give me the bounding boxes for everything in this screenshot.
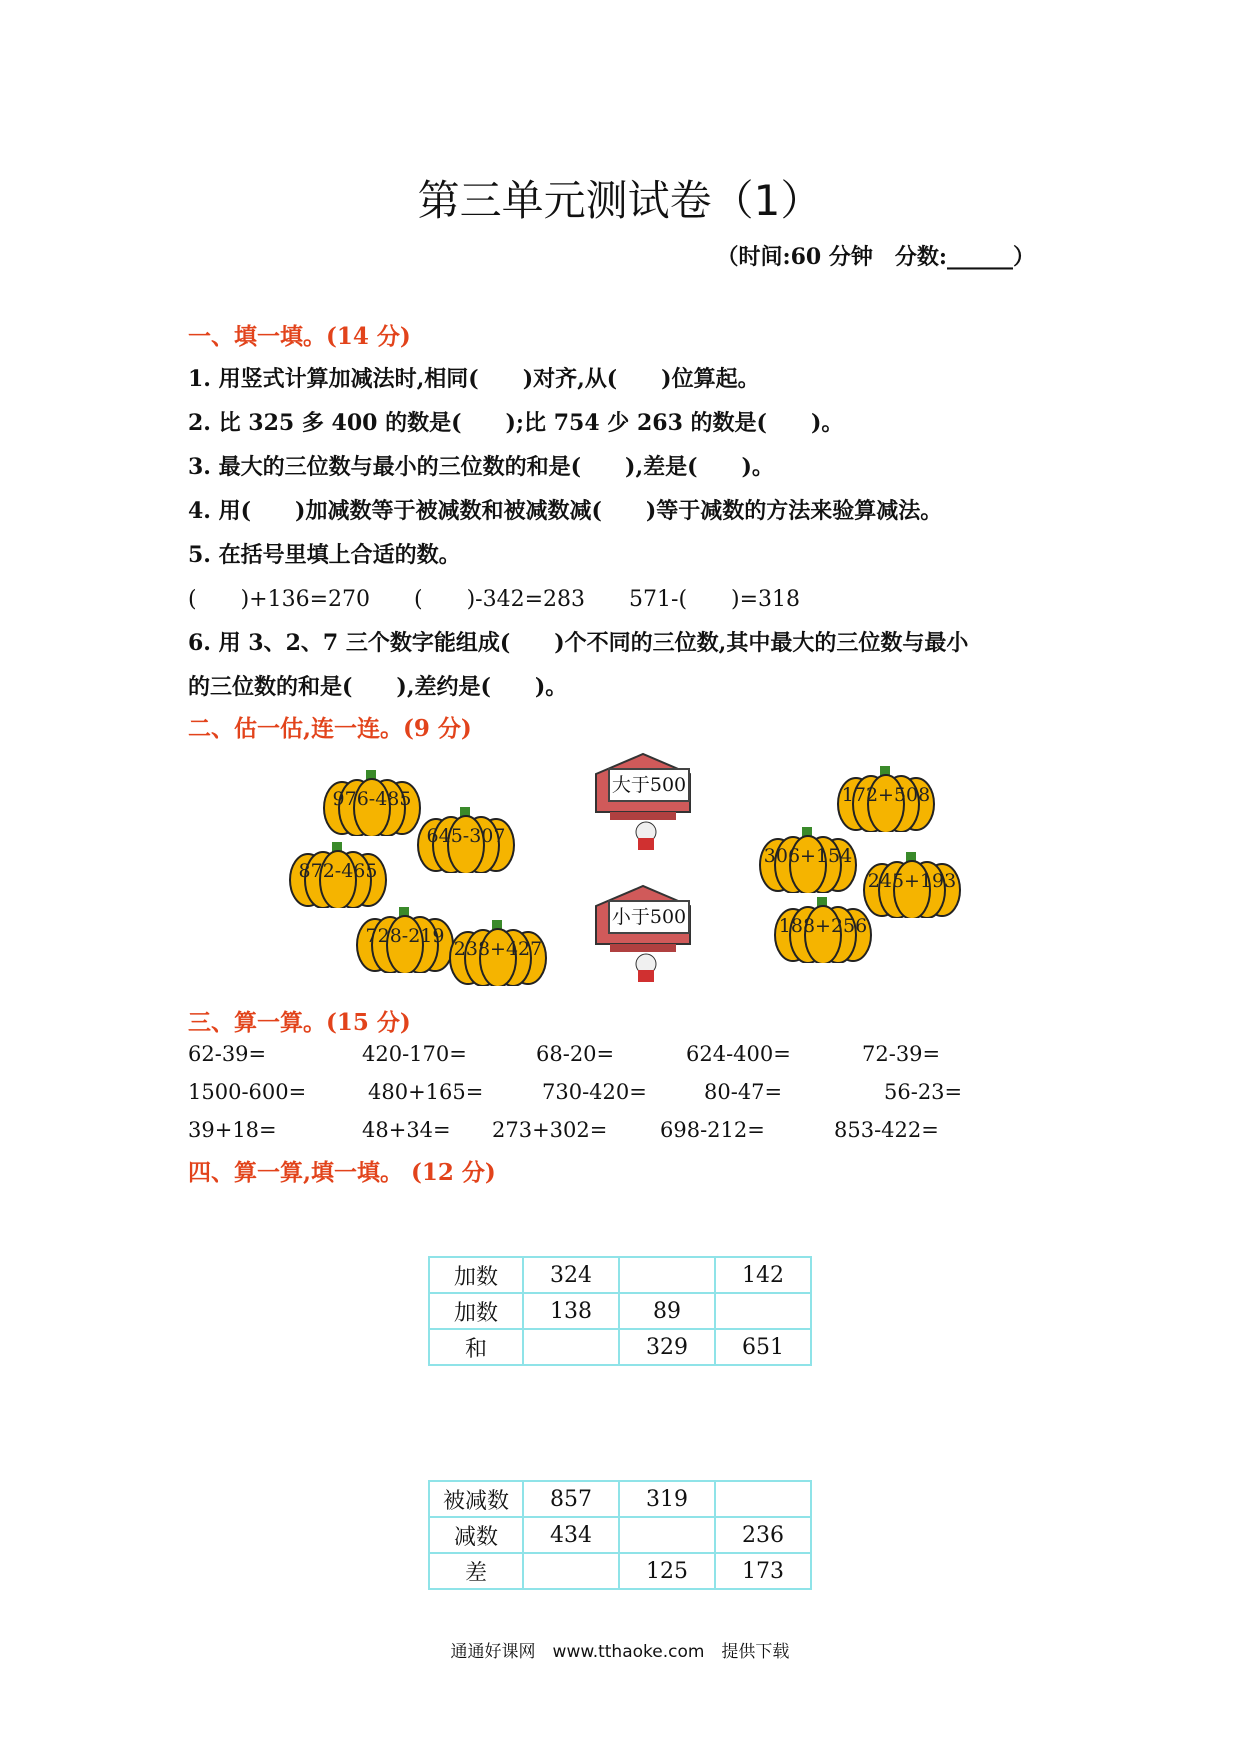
calc-item: 624-400=	[686, 1042, 791, 1066]
question-5-blanks: ( )+136=270 ( )-342=283 571-( )=318	[188, 587, 801, 612]
pumpkin-expression: 728-219	[365, 925, 445, 947]
pumpkin	[416, 805, 516, 873]
addition-table	[428, 1256, 812, 1366]
table-cell: 236	[715, 1517, 811, 1553]
calc-item: 48+34=	[362, 1118, 451, 1142]
row-header: 加数	[429, 1257, 523, 1293]
row-header: 被减数	[429, 1481, 523, 1517]
row-header: 差	[429, 1553, 523, 1589]
pumpkin-expression: 188+256	[778, 915, 868, 937]
calc-item: 420-170=	[362, 1042, 467, 1066]
pumpkin-expression: 645-307	[426, 825, 506, 847]
row-header: 加数	[429, 1293, 523, 1329]
table-cell: 324	[523, 1257, 619, 1293]
house-sign: 小于500	[608, 900, 690, 934]
table-row	[429, 1257, 811, 1293]
pumpkin	[448, 918, 548, 986]
calc-item: 853-422=	[834, 1118, 939, 1142]
pumpkin-expression: 872-465	[298, 860, 378, 882]
table-row	[429, 1481, 811, 1517]
pumpkin	[322, 768, 422, 836]
table-row	[429, 1293, 811, 1329]
table-row	[429, 1329, 811, 1365]
question-6: 6. 用 3、2、7 三个数字能组成( )个不同的三位数,其中最大的三位数与最小	[188, 630, 969, 656]
table-cell: 329	[619, 1329, 715, 1365]
table-cell: 89	[619, 1293, 715, 1329]
pumpkin	[773, 895, 873, 963]
time-score-line: （时间:60 分钟 分数:______）	[716, 244, 1035, 270]
house-cat-icon	[588, 884, 698, 984]
table-cell[interactable]	[715, 1293, 811, 1329]
table-cell: 857	[523, 1481, 619, 1517]
house-greater-than-500	[588, 752, 698, 852]
calc-item: 698-212=	[660, 1118, 765, 1142]
section-4-heading: 四、算一算,填一填。 (12 分)	[188, 1159, 496, 1186]
calc-item: 56-23=	[884, 1080, 963, 1104]
table-cell: 173	[715, 1553, 811, 1589]
table-cell: 138	[523, 1293, 619, 1329]
pumpkin	[862, 850, 962, 918]
calc-item: 68-20=	[536, 1042, 615, 1066]
calc-item: 480+165=	[368, 1080, 484, 1104]
pumpkin-expression: 976-485	[332, 788, 412, 810]
question-3: 3. 最大的三位数与最小的三位数的和是( ),差是( )。	[188, 454, 774, 480]
table-row	[429, 1553, 811, 1589]
table-cell: 434	[523, 1517, 619, 1553]
question-1: 1. 用竖式计算加减法时,相同( )对齐,从( )位算起。	[188, 366, 760, 392]
table-cell[interactable]	[619, 1257, 715, 1293]
table-cell: 142	[715, 1257, 811, 1293]
pumpkin-expression: 238+427	[453, 938, 543, 960]
calc-item: 62-39=	[188, 1042, 267, 1066]
question-2: 2. 比 325 多 400 的数是( );比 754 少 263 的数是( )。	[188, 410, 844, 436]
table-cell[interactable]	[523, 1329, 619, 1365]
table-cell[interactable]	[619, 1517, 715, 1553]
section-1-heading: 一、填一填。(14 分)	[188, 323, 411, 350]
calc-item: 1500-600=	[188, 1080, 307, 1104]
table-cell: 319	[619, 1481, 715, 1517]
calc-item: 730-420=	[542, 1080, 647, 1104]
table-row	[429, 1517, 811, 1553]
pumpkin-expression: 172+508	[841, 784, 931, 806]
pumpkin	[758, 825, 858, 893]
calc-item: 39+18=	[188, 1118, 277, 1142]
page-title: 第三单元测试卷（1）	[417, 176, 823, 225]
calc-item: 273+302=	[492, 1118, 608, 1142]
pumpkin	[288, 840, 388, 908]
pumpkin	[836, 764, 936, 832]
table-cell[interactable]	[523, 1553, 619, 1589]
question-5: 5. 在括号里填上合适的数。	[188, 542, 461, 568]
footer-source: 通通好课网 www.tthaoke.com 提供下载	[450, 1642, 790, 1662]
table-cell: 125	[619, 1553, 715, 1589]
subtraction-table	[428, 1480, 812, 1590]
question-4: 4. 用( )加减数等于被减数和被减数减( )等于减数的方法来验算减法。	[188, 498, 943, 524]
house-cat-icon	[588, 752, 698, 852]
calc-item: 80-47=	[704, 1080, 783, 1104]
section-3-heading: 三、算一算。(15 分)	[188, 1009, 411, 1036]
table-cell[interactable]	[715, 1481, 811, 1517]
section-2-heading: 二、估一估,连一连。(9 分)	[188, 715, 472, 742]
row-header: 减数	[429, 1517, 523, 1553]
row-header: 和	[429, 1329, 523, 1365]
calc-item: 72-39=	[862, 1042, 941, 1066]
pumpkin	[355, 905, 455, 973]
house-less-than-500	[588, 884, 698, 984]
pumpkin-expression: 245+193	[867, 870, 957, 892]
pumpkin-expression: 306+154	[763, 845, 853, 867]
house-sign: 大于500	[608, 768, 690, 802]
question-6-cont: 的三位数的和是( ),差约是( )。	[188, 674, 568, 700]
table-cell: 651	[715, 1329, 811, 1365]
